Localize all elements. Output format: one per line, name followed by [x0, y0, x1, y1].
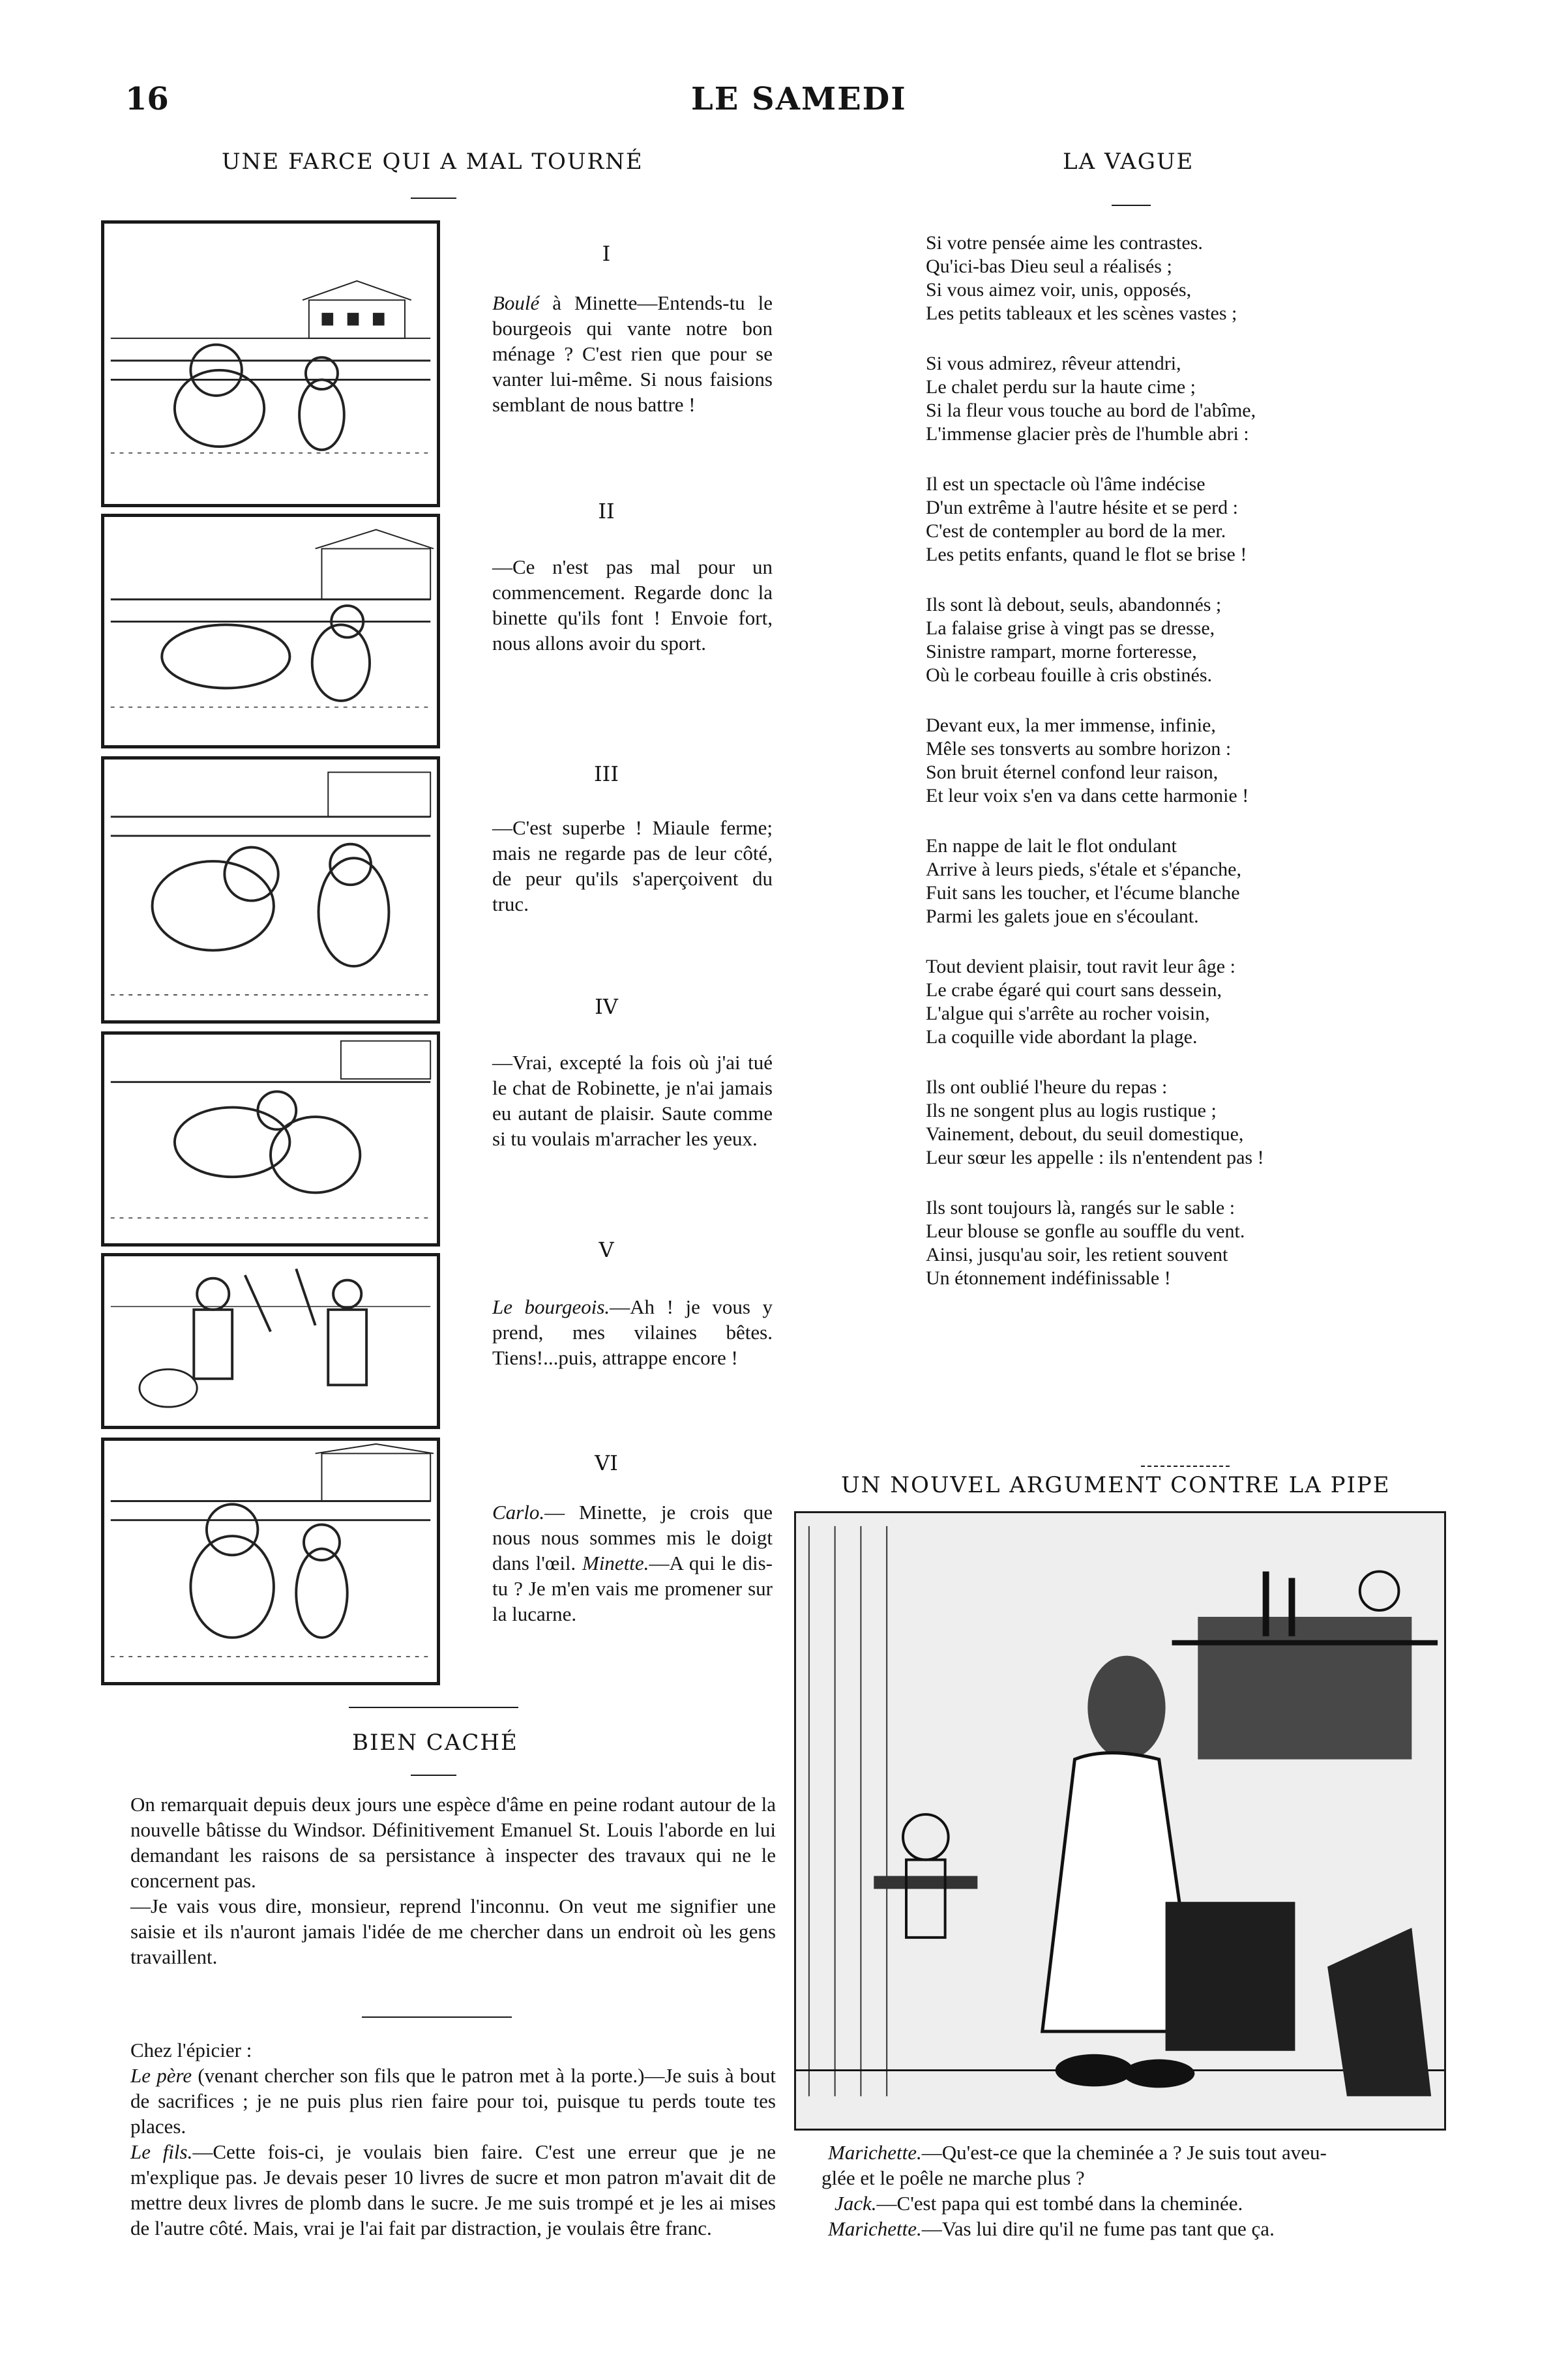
epicier-line-1: (venant chercher son fils que le patron met à la porte.)—Je suis à bout de sacrifices ; je ne puis plus rien faire pour toi, puisque tu perds toute tes places. [130, 2064, 776, 2138]
numeral-5: V [599, 1237, 614, 1262]
poem-line: L'immense glacier près de l'humble abri : [926, 423, 1249, 445]
poem-line: Si vous admirez, rêveur attendri, [926, 353, 1181, 374]
epicier-rule [362, 2016, 512, 2018]
journal-title: LE SAMEDI [691, 81, 907, 117]
poem-title-rule [1112, 205, 1151, 206]
poem-line: Si vous aimez voir, unis, opposés, [926, 279, 1192, 301]
pipe-text-3: —C'est papa qui est tombé dans la cheminée. [876, 2192, 1243, 2215]
poem-line: Un étonnement indéfinissable ! [926, 1267, 1171, 1289]
pipe-text-2: glée et le poêle ne marche plus ? [821, 2166, 1085, 2189]
pipe-text-1: —Qu'est-ce que la cheminée a ? Je suis tout aveu- [921, 2141, 1327, 2164]
bien-cache-rule-top [349, 1707, 518, 1708]
pipe-speaker-3: Jack. [835, 2192, 877, 2215]
poem-line: Mêle ses tonsverts au sombre horizon : [926, 738, 1232, 760]
pipe-line-4 [828, 2216, 1467, 2241]
caption-5 [492, 1294, 773, 1370]
poem-stanza [926, 231, 1421, 325]
page-number: 16 [125, 81, 169, 117]
numeral-1: I [602, 241, 611, 266]
speaker-5: Le bourgeois. [492, 1295, 610, 1318]
caption-5-text: —Ah ! je vous y prend, mes vilaines bêtes. Tiens!...puis, attrappe encore ! [492, 1295, 773, 1369]
pipe-line-2 [821, 2165, 1467, 2191]
pipe-illustration [794, 1511, 1446, 2131]
caption-6-text: — Minette, je crois que nous nous sommes mis le doigt dans l'œil. [492, 1501, 773, 1574]
caption-6b-text: —A qui le dis-tu ? Je m'en vais me promener sur la lucarne. [492, 1552, 773, 1625]
poem-stanza [926, 1196, 1421, 1290]
epicier-intro: Chez l'épicier : [130, 2039, 252, 2061]
poem-line: Ils ne songent plus au logis rustique ; [926, 1100, 1217, 1121]
poem-title: LA VAGUE [1063, 149, 1194, 175]
comic-panel-4 [101, 1031, 440, 1247]
comic-title: UNE FARCE QUI A MAL TOURNÉ [222, 149, 643, 175]
poem-line: Ainsi, jusqu'au soir, les retient souvent [926, 1244, 1228, 1265]
bien-cache-rule [411, 1775, 456, 1776]
pipe-dialog [821, 2140, 1467, 2241]
bien-cache-title: BIEN CACHÉ [352, 1730, 518, 1756]
epicier-speaker-2: Le fils. [130, 2140, 193, 2163]
poem-line: Le crabe égaré qui court sans dessein, [926, 979, 1222, 1001]
bien-cache-paragraph-1: On remarquait depuis deux jours une espèce d'âme en peine rodant autour de la nouvelle bâtisse du Windsor. Définitivement Emanuel St. Louis l'aborde en lui demandant les raisons de sa persistance à inspecter des travaux qui ne le concernent pas. [130, 1793, 776, 1892]
caption-1 [492, 290, 773, 417]
poem-line: L'algue qui s'arrête au rocher voisin, [926, 1003, 1210, 1024]
poem-line: Tout devient plaisir, tout ravit leur âge : [926, 956, 1235, 977]
poem-line: Sinistre rampart, morne forteresse, [926, 641, 1197, 662]
bien-cache-paragraph-2: —Je vais vous dire, monsieur, reprend l'inconnu. On veut me signifier une saisie et ils n'auront jamais l'idée de me chercher dans un endroit où les gens travaillent. [130, 1895, 776, 1968]
pipe-speaker-1: Marichette. [828, 2141, 922, 2164]
poem-line: Ils sont là debout, seuls, abandonnés ; [926, 594, 1222, 615]
poem-line: Le chalet perdu sur la haute cime ; [926, 376, 1196, 398]
numeral-2: II [598, 499, 615, 524]
numeral-4: IV [595, 994, 618, 1019]
numeral-3: III [594, 761, 619, 786]
poem-line: Ils sont toujours là, rangés sur le sable : [926, 1197, 1235, 1218]
poem-line: Devant eux, la mer immense, infinie, [926, 715, 1216, 736]
poem-line: Son bruit éternel confond leur raison, [926, 761, 1219, 783]
poem-line: Si votre pensée aime les contrastes. [926, 232, 1203, 254]
pipe-text-4: —Vas lui dire qu'il ne fume pas tant que ça. [921, 2217, 1275, 2240]
poem-line: Il est un spectacle où l'âme indécise [926, 473, 1206, 495]
poem-stanza [926, 955, 1421, 1049]
poem-line: Arrive à leurs pieds, s'étale et s'épanche, [926, 859, 1241, 880]
title-rule [411, 198, 456, 199]
poem-stanza [926, 352, 1421, 446]
poem-line: Leur blouse se gonfle au souffle du vent. [926, 1220, 1245, 1242]
numeral-6: VI [595, 1451, 618, 1475]
poem-line: D'un extrême à l'autre hésite et se perd : [926, 497, 1238, 518]
poem-stanza [926, 473, 1421, 567]
poem-line: C'est de contempler au bord de la mer. [926, 520, 1226, 542]
comic-panel-2 [101, 514, 440, 748]
pipe-speaker-4: Marichette. [828, 2217, 922, 2240]
poem-line: Leur sœur les appelle : ils n'entendent pas ! [926, 1147, 1264, 1168]
poem-line: Les petits tableaux et les scènes vastes ; [926, 303, 1237, 324]
speaker-6b: Minette. [582, 1552, 649, 1574]
comic-panel-1 [101, 220, 440, 507]
speaker-1: Boulé [492, 291, 540, 314]
poem-line: Parmi les galets joue en s'écoulant. [926, 906, 1199, 927]
poem-stanza [926, 593, 1421, 687]
caption-3: —C'est superbe ! Miaule ferme; mais ne regarde pas de leur côté, de peur qu'ils s'aperçoivent du truc. [492, 816, 773, 915]
speaker-6: Carlo. [492, 1501, 545, 1524]
bien-cache-text [130, 1792, 776, 1970]
poem-line: Qu'ici-bas Dieu seul a réalisés ; [926, 256, 1172, 277]
epicier-speaker-1: Le père [130, 2064, 192, 2087]
caption-4: —Vrai, excepté la fois où j'ai tué le chat de Robinette, je n'ai jamais eu autant de plaisir. Saute comme si tu voulais m'arracher les yeux. [492, 1051, 773, 1150]
comic-panel-3 [101, 756, 440, 1024]
poem-stanza [926, 1076, 1421, 1170]
caption-6 [492, 1499, 773, 1627]
poem-line: Et leur voix s'en va dans cette harmonie ! [926, 785, 1249, 806]
poem-line: La falaise grise à vingt pas se dresse, [926, 617, 1215, 639]
pipe-title: UN NOUVEL ARGUMENT CONTRE LA PIPE [841, 1472, 1391, 1498]
poem-line: Si la fleur vous touche au bord de l'abîme, [926, 400, 1256, 421]
poem-line: La coquille vide abordant la plage. [926, 1026, 1198, 1048]
epicier-line-2: —Cette fois-ci, je voulais bien faire. C'est une erreur que je ne m'explique pas. Je devais peser 10 livres de sucre et mon patron m'avait dit de mettre deux livres de plomb dans le sucre. Je me suis trompé et je les ai mises de l'autre côté. Mais, vrai je l'ai fait par distraction, je voulais être franc. [130, 2140, 777, 2239]
pipe-line-1 [828, 2140, 1467, 2165]
poem-body [926, 231, 1421, 1317]
epicier-text [130, 2037, 776, 2241]
poem-line: Fuit sans les toucher, et l'écume blanche [926, 882, 1240, 904]
poem-line: Ils ont oublié l'heure du repas : [926, 1076, 1168, 1098]
poem-line: En nappe de lait le flot ondulant [926, 835, 1177, 857]
comic-panel-5 [101, 1253, 440, 1429]
caption-1-text: à Minette—Entends-tu le bourgeois qui vante notre bon ménage ? C'est rien que pour se vanter lui-même. Si nous faisions semblant de nous battre ! [492, 291, 773, 416]
caption-2: —Ce n'est pas mal pour un commencement. Regarde donc la binette qu'ils font ! Envoie fort, nous allons avoir du sport. [492, 555, 773, 655]
poem-line: Vainement, debout, du seuil domestique, [926, 1123, 1244, 1145]
poem-line: Les petits enfants, quand le flot se brise ! [926, 544, 1247, 565]
pipe-line-3 [835, 2191, 1467, 2216]
poem-end-rule [1141, 1466, 1232, 1467]
poem-line: Où le corbeau fouille à cris obstinés. [926, 664, 1213, 686]
comic-panel-6 [101, 1438, 440, 1685]
poem-stanza [926, 834, 1421, 928]
poem-stanza [926, 714, 1421, 808]
